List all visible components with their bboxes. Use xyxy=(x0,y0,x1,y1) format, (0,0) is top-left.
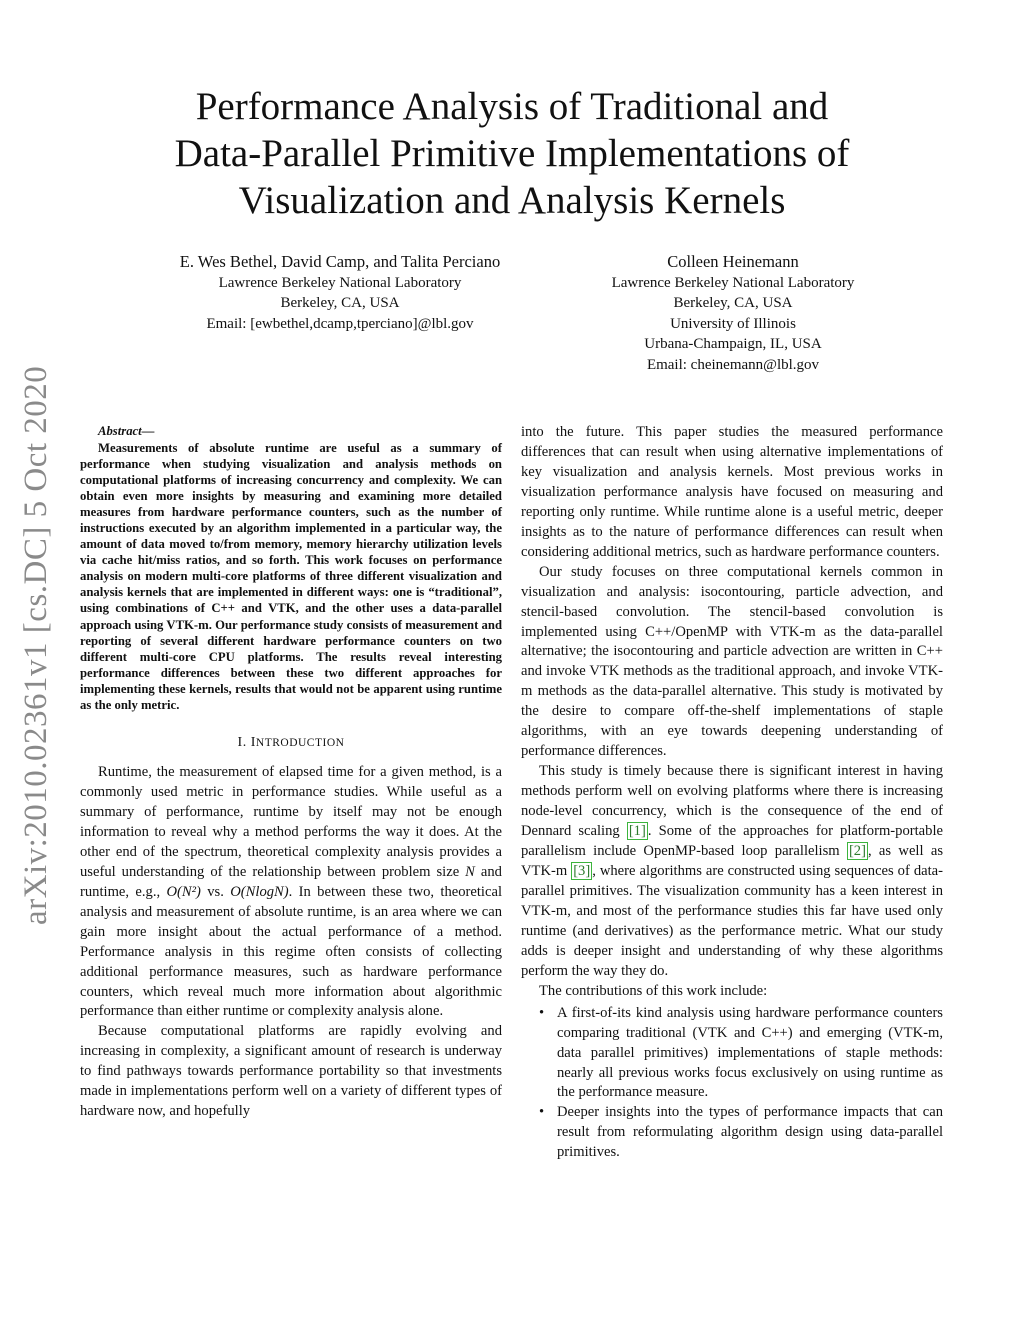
abstract-heading: Abstract— xyxy=(98,424,155,438)
math-symbol: N xyxy=(465,863,475,880)
affiliation-line: Berkeley, CA, USA xyxy=(280,295,400,311)
contributions-list xyxy=(521,1004,943,1164)
citation-link-2[interactable]: [2] xyxy=(848,843,866,860)
affiliation-line: University of Illinois xyxy=(670,315,796,332)
abstract-text: Measurements of absolute runtime are useful as a summary of performance when studying visualization and analysis methods on computational platforms of increasing concurrency and complexity. We can obtain even more insights by measuring and examining more detailed measures from hardware performance counters, such as the number of instructions executed by an algorithm implemented in a particular way, the amount of data moved to/from memory, memory hierarchy utilization levels via cache hit/miss ratios, and so forth. This work focuses on performance analysis on modern multi-core platforms of three different visualization and analysis kernels that are implemented in different ways: one is “traditional”, using combinations of C++ and VTK, and the other uses a data-parallel approach using VTK-m. Our performance study consists of measurement and reporting of several different hardware performance counters on two different multi-core CPU platforms. The results reveal interesting performance differences between these two different approaches for implementing these kernels, results that would not be apparent using runtime as the only metric. xyxy=(80,440,502,712)
list-item-text: Deeper insights into the types of performance impacts that can result from reformulating algorithm design using data-parallel primitives. xyxy=(557,1104,943,1161)
text-run: . In between these two, theoretical analysis and measurement of absolute runtime, is an area where we can gain more insight about the actual performance of a method. Performance analysis in this regime often consists of collecting additional performance measures, such as hardware performance counters, which reveal much more information about algorithmic performance than either runtime or complexity analysis alone. xyxy=(80,883,503,1020)
affiliation-line: Urbana-Champaign, IL, USA xyxy=(644,336,822,352)
bullet-icon: • xyxy=(539,1004,545,1021)
text-run: , where algorithms are constructed using sequences of data-parallel primitives. The visualization community has a keen interest in VTK-m, and most of the performance studies this far have used only runtime (and derivatives) as the performance metric. What our study adds is deeper insight and understanding of why these algorithms perform the way they do. xyxy=(521,862,943,979)
text-run: , as well as VTK-m xyxy=(521,843,943,879)
title-line-3: Visualization and Analysis Kernels xyxy=(238,179,786,222)
text-run: This study is timely because there is significant interest in having methods perform well on evolving platforms where there is increasing node-level concurrency, which is the consequence of the end of Dennard scaling xyxy=(521,763,943,840)
math-expression: O(N²) xyxy=(166,883,201,900)
bullet-icon: • xyxy=(539,1104,545,1121)
arxiv-stamp: arXiv:2010.02361v1 [cs.DC] 5 Oct 2020 xyxy=(18,365,54,925)
intro-paragraph-1 xyxy=(80,763,502,1022)
author-names-2: Colleen Heinemann xyxy=(667,252,799,271)
intro-paragraph-3: Our study focuses on three computational kernels common in visualization and analysis: isocontouring, particle advection, and stencil-based convolution. The stencil-based convolution is implemented using C++/OpenMP with VTK-m as the data-parallel alternative; the isocontouring and particle advection are written in C++ and invoke VTK methods as the traditional approach, and invoke VTK-m methods as the data-parallel alternative. This study is motivated by the desire to compare off-the-shelf implementations of staple algorithms, with an eye towards deepening understanding of performance differences. xyxy=(521,563,943,760)
citation-link-3[interactable]: [3] xyxy=(573,862,591,879)
affiliation-line: Lawrence Berkeley National Laboratory xyxy=(218,274,462,291)
section-number: I. xyxy=(237,735,251,751)
intro-paragraph-5: The contributions of this work include: xyxy=(539,982,768,999)
author-block-1 xyxy=(140,252,540,334)
affiliation-line: Berkeley, CA, USA xyxy=(673,295,793,311)
affiliation-line: Lawrence Berkeley National Laboratory xyxy=(611,274,855,291)
list-item-text: A first-of-its kind analysis using hardware performance counters comparing traditional (VTK and C++) and emerging (VTK-m, data parallel primitives) implementations of staple methods: nearly all previous works focus exclusively on using runtime as the performance measure. xyxy=(557,1004,943,1101)
title-line-2: Data-Parallel Primitive Implementations of xyxy=(174,132,850,175)
text-run: Runtime, the measurement of elapsed time for a given method, is a commonly used metric in performance studies. While useful as a summary of performance, runtime by itself may not be enough information to reveal why a method performs the way it does. At the other end of the spectrum, theoretical complexity analysis provides a useful understanding of the relationship between problem size xyxy=(80,764,502,880)
section-heading-introduction xyxy=(80,733,502,754)
author-email-1: Email: [ewbethel,dcamp,tperciano]@lbl.gov xyxy=(206,315,474,332)
intro-paragraph-4 xyxy=(521,762,943,981)
math-expression: O(NlogN) xyxy=(230,883,289,900)
section-title-initial: I xyxy=(250,735,256,751)
list-item xyxy=(521,1004,943,1104)
section-title-rest: NTRODUCTION xyxy=(255,737,345,750)
paper-title xyxy=(100,83,924,224)
citation-link-1[interactable]: [1] xyxy=(628,823,646,840)
author-block-2 xyxy=(583,252,883,375)
intro-paragraph-2: Because computational platforms are rapidly evolving and increasing in complexity, a significant amount of research is underway to find pathways towards performance portability so that investments made in implementations perform well on a variety of different types of hardware now, and hopefully xyxy=(80,1023,502,1120)
left-column xyxy=(80,423,502,1122)
text-run: and runtime, e.g., xyxy=(80,863,502,900)
author-email-2: Email: cheinemann@lbl.gov xyxy=(646,356,820,373)
intro-paragraph-2-continued: into the future. This paper studies the measured performance differences that can result when using alternative implementations of key visualization and analysis kernels. Most previous works in visualization performance analysis have focused on measuring and reporting only runtime. While runtime alone is a useful metric, deeper insights as to the nature of performance differences can result when considering additional metrics, such as hardware performance counters. xyxy=(521,424,943,560)
list-item xyxy=(521,1103,943,1163)
right-column xyxy=(521,423,943,1163)
text-run: . Some of the approaches for platform-portable parallelism include OpenMP-based loop parallelism xyxy=(521,823,943,860)
author-names-1: E. Wes Bethel, David Camp, and Talita Perciano xyxy=(179,252,501,271)
text-run: vs. xyxy=(200,883,231,900)
title-line-1: Performance Analysis of Traditional and xyxy=(195,85,829,128)
